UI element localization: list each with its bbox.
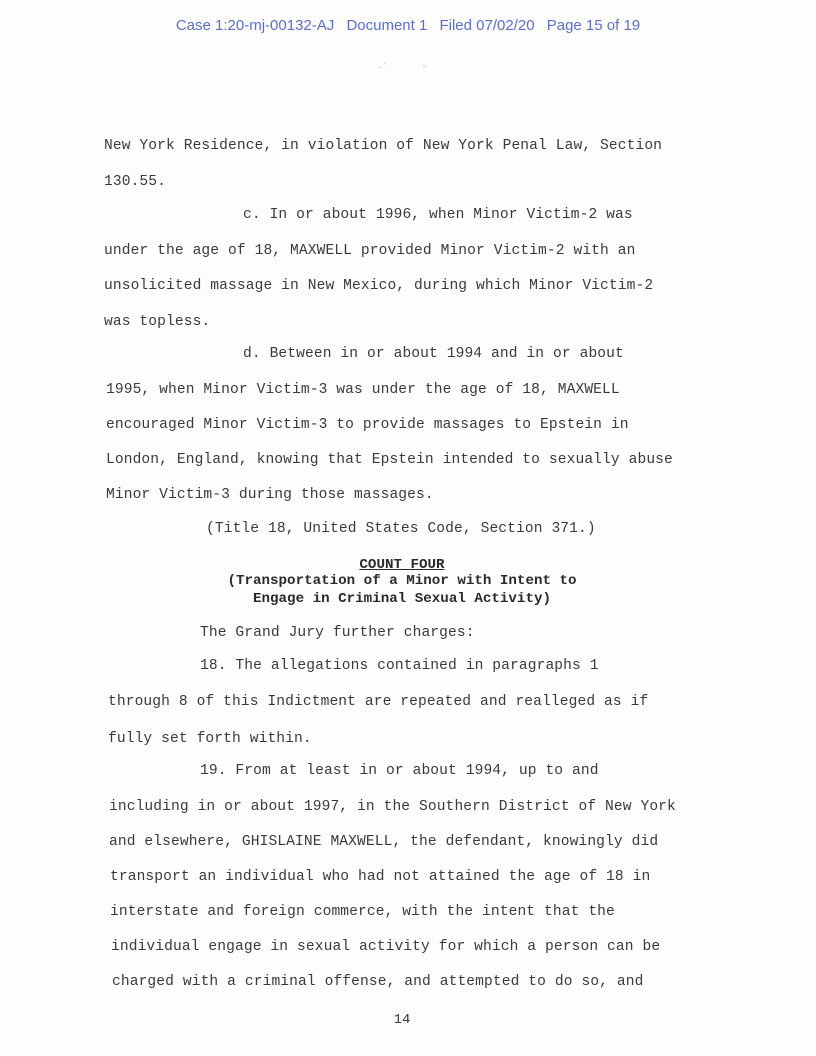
case-header [0, 17, 816, 34]
page-number: 14 [393, 1012, 411, 1028]
text-line: interstate and foreign commerce, with the intent that the [110, 904, 615, 920]
text-line: 19. From at least in or about 1994, up to and [200, 763, 599, 779]
text-line: was topless. [104, 314, 211, 330]
count-subheading: Engage in Criminal Sexual Activity) [253, 591, 551, 607]
text-line: charged with a criminal offense, and attempted to do so, and [112, 974, 644, 990]
text-line: c. In or about 1996, when Minor Victim-2 was [243, 207, 633, 223]
text-line: fully set forth within. [108, 731, 312, 747]
count-subheading: (Transportation of a Minor with Intent to [227, 573, 577, 589]
filed-date: Filed 07/02/20 [439, 17, 535, 34]
scan-speck: " [423, 64, 427, 74]
count-heading: COUNT FOUR [359, 557, 445, 573]
text-line: under the age of 18, MAXWELL provided Minor Victim-2 with an [104, 243, 636, 259]
citation-line: (Title 18, United States Code, Section 371.) [206, 521, 596, 537]
text-line: London, England, knowing that Epstein intended to sexually abuse [106, 452, 673, 468]
text-line: unsolicited massage in New Mexico, during which Minor Victim-2 [104, 278, 654, 294]
text-line: 130.55. [104, 174, 167, 190]
text-line: individual engage in sexual activity for which a person can be [111, 939, 661, 955]
text-line: encouraged Minor Victim-3 to provide massages to Epstein in [106, 417, 629, 433]
page-indicator: Page 15 of 19 [546, 17, 641, 34]
text-line: New York Residence, in violation of New York Penal Law, Section [104, 138, 663, 154]
document-number: Document 1 [346, 17, 428, 34]
text-line: 1995, when Minor Victim-3 was under the age of 18, MAXWELL [106, 382, 620, 398]
text-line: and elsewhere, GHISLAINE MAXWELL, the defendant, knowingly did [109, 834, 659, 850]
text-line: The Grand Jury further charges: [200, 625, 475, 641]
text-line: through 8 of this Indictment are repeated and realleged as if [108, 694, 649, 710]
text-line: transport an individual who had not attained the age of 18 in [110, 869, 651, 885]
text-line: d. Between in or about 1994 and in or about [243, 346, 624, 362]
case-number: Case 1:20-mj-00132-AJ [175, 17, 335, 34]
text-line: Minor Victim-3 during those massages. [106, 487, 434, 503]
text-line: including in or about 1997, in the Southern District of New York [109, 799, 676, 815]
text-line: 18. The allegations contained in paragraphs 1 [200, 658, 599, 674]
scan-speck: - ` [378, 62, 387, 72]
